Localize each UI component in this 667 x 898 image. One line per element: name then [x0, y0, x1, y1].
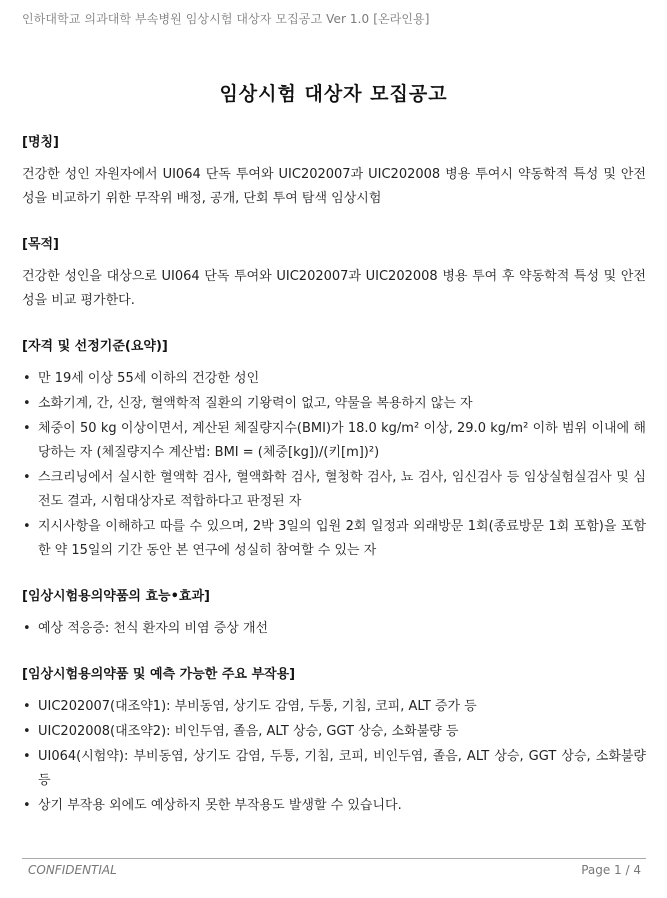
side-effects-list [22, 695, 646, 818]
page-header: 인하대학교 의과대학 부속병원 임상시험 대상자 모집공고 Ver 1.0 [온라인용] [22, 12, 430, 26]
list-item: • 체중이 50 kg 이상이면서, 계산된 체질량지수(BMI)가 18.0 kg/m² 이상, 29.0 kg/m² 이하 범위 이내에 해당하는 자 (체질량지수 계산법: BMI = (체중[kg])/(키[m])²) [22, 417, 646, 465]
list-item: • 소화기계, 간, 신장, 혈액학적 질환의 기왕력이 없고, 약물을 복용하지 않는 자 [22, 392, 646, 416]
list-item: • 스크리닝에서 실시한 혈액학 검사, 혈액화학 검사, 혈청학 검사, 뇨 검사, 임신검사 등 임상실험실검사 및 심전도 결과, 시험대상자로 적합하다고 판정된 자 [22, 466, 646, 514]
efficacy-list [22, 617, 646, 641]
section-heading-purpose: [목적] [22, 237, 59, 252]
list-item: • 예상 적응증: 천식 환자의 비염 증상 개선 [22, 617, 646, 641]
section-text-name: 건강한 성인 자원자에서 UI064 단독 투여와 UIC202007과 UIC202008 병용 투여시 약동학적 특성 및 안전성을 비교하기 위한 무작위 배정, 공개, 단회 투여 탐색 임상시험 [22, 167, 646, 206]
section-eligibility [22, 335, 646, 563]
section-efficacy [22, 585, 646, 641]
document-body [22, 131, 646, 840]
section-heading-eligibility: [자격 및 선정기준(요약)] [22, 339, 168, 354]
footer-page-number: Page 1 / 4 [581, 863, 641, 877]
section-heading-side-effects: [임상시험용의약품 및 예측 가능한 주요 부작용] [22, 667, 296, 682]
list-item: • 상기 부작용 외에도 예상하지 못한 부작용도 발생할 수 있습니다. [22, 794, 646, 818]
document-title: 임상시험 대상자 모집공고 [219, 83, 448, 105]
section-side-effects [22, 663, 646, 818]
section-purpose [22, 233, 646, 313]
section-heading-name: [명칭] [22, 135, 59, 150]
list-item: • UIC202008(대조약2): 비인두염, 졸음, ALT 상승, GGT 상승, 소화불량 등 [22, 720, 646, 744]
footer-divider [22, 858, 646, 859]
section-name [22, 131, 646, 211]
footer-confidential: CONFIDENTIAL [28, 863, 117, 877]
list-item: • 지시사항을 이해하고 따를 수 있으며, 2박 3일의 입원 2회 일정과 외래방문 1회(종료방문 1회 포함)을 포함한 약 15일의 기간 동안 본 연구에 성실히 참여할 수 있는 자 [22, 515, 646, 563]
section-heading-efficacy: [임상시험용의약품의 효능•효과] [22, 589, 210, 604]
eligibility-list [22, 367, 646, 563]
list-item: • 만 19세 이상 55세 이하의 건강한 성인 [22, 367, 646, 391]
list-item: • UIC202007(대조약1): 부비동염, 상기도 감염, 두통, 기침, 코피, ALT 증가 등 [22, 695, 646, 719]
list-item: • UI064(시험약): 부비동염, 상기도 감염, 두통, 기침, 코피, 비인두염, 졸음, ALT 상승, GGT 상승, 소화불량 등 [22, 745, 646, 793]
section-text-purpose: 건강한 성인을 대상으로 UI064 단독 투여와 UIC202007과 UIC202008 병용 투여 후 약동학적 특성 및 안전성을 비교 평가한다. [22, 269, 646, 308]
